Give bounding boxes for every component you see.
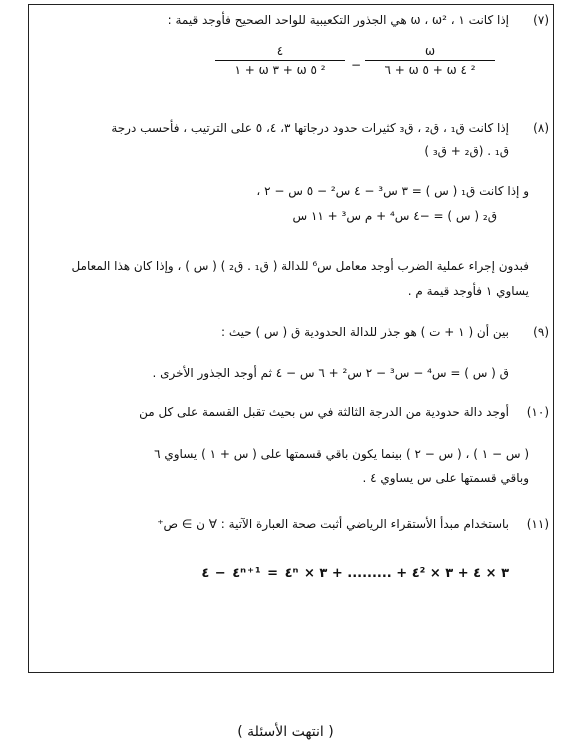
q8-line-3: و إذا كانت ق₁ ( س ) = ٣ س³ − ٤ س² − ٥ س − ٢ ، (256, 184, 529, 198)
q7-frac1-denominator: ٦ + ω ٥ + ω ٤ ² (384, 63, 476, 77)
q11-number: (١١) (526, 517, 549, 531)
q8-line-1: إذا كانت ق₁ ، ق₂ ، ق₃ كثيرات حدود درجاتها ٣، ٤، ٥ على الترتيب ، فأحسب درجة (111, 121, 509, 135)
q9-number: (٩) (533, 325, 549, 339)
q8-number: (٨) (533, 121, 549, 135)
q7-text: إذا كانت ١ ، ω ، ω² هي الجذور التكعيبية للواحد الصحيح فأوجد قيمة : (167, 13, 509, 27)
end-of-questions-footer: ( انتهت الأسئلة ) (237, 724, 334, 740)
q9-line-2: ق ( س ) = س⁴ − س³ − ٢ س² + ٦ س − ٤ ثم أوجد الجذور الأخرى . (152, 366, 509, 380)
q9-line-1: بين أن ( ١ + ت ) هو جذر للدالة الحدودية ق ( س ) حيث : (221, 325, 509, 339)
q10-line-3: وباقي قسمتها على س يساوي ٤ . (362, 471, 529, 485)
q7-fraction-2 (215, 42, 345, 79)
q10-line-1: أوجد دالة حدودية من الدرجة الثالثة في س بحيث تقبل القسمة على كل من (139, 405, 509, 419)
q7-frac1-numerator: ω (424, 44, 436, 58)
q11-line-1: باستخدام مبدأ الأستقراء الرياضي أثبت صحة العبارة الآتية : ∀ ن ∋ ص⁺ (157, 517, 509, 531)
q10-line-2: ( س − ١ ) ، ( س − ٢ ) بينما يكون باقي قسمتها على ( س + ١ ) يساوي ٦ (154, 447, 529, 461)
q7-number: (٧) (533, 13, 549, 27)
q7-fraction-1 (365, 42, 495, 79)
q8-line-5: فبدون إجراء عملية الضرب أوجد معامل س⁶ للدالة ( ق₁ . ق₂ ) ( س ) ، وإذا كان هذا المعامل (71, 259, 529, 273)
q8-line-2: ق₁ . (ق₂ + ق₃ ) (424, 144, 509, 158)
q8-line-4: ق₂ ( س ) = −٤ س⁴ + م س³ + ١١ س (292, 209, 497, 223)
q7-frac2-numerator: ٤ (276, 44, 284, 58)
q10-number: (١٠) (526, 405, 549, 419)
q7-frac2-denominator: ١ + ω ٣ + ω ٥ ² (234, 63, 326, 77)
q7-minus-sign: − (351, 58, 362, 72)
q11-formula: ٣ × ٤ + ٣ × ٤² + ......... + ٣ × ٤ⁿ = ٤ⁿ⁺¹ − ٤ (201, 566, 509, 581)
q8-line-6: يساوي ١ فأوجد قيمة م . (407, 284, 529, 298)
